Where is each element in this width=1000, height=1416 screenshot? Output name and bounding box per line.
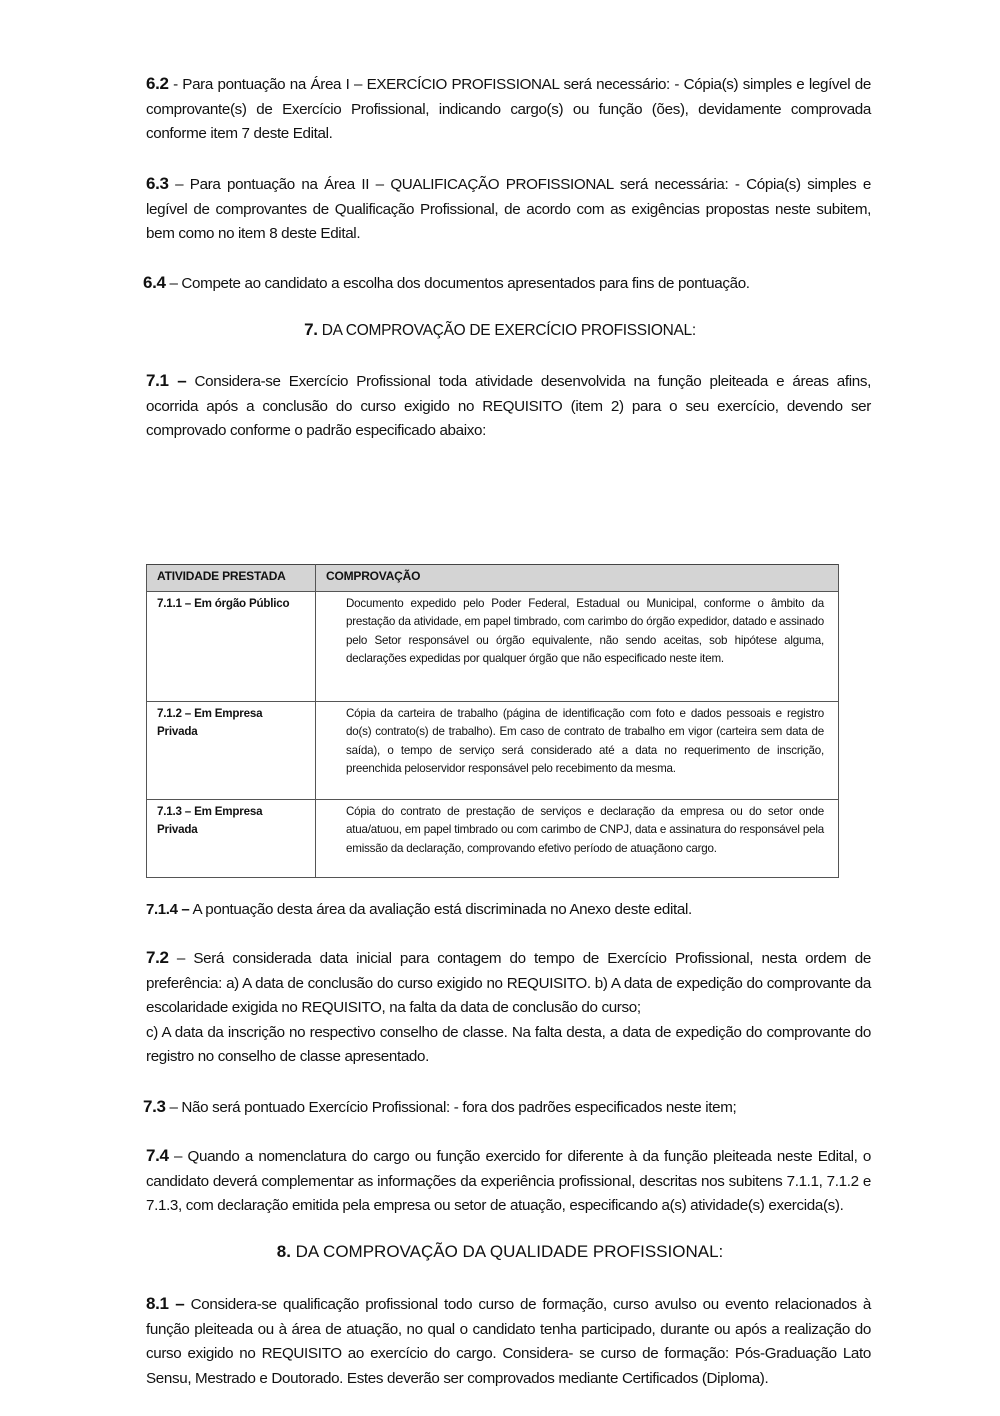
paragraph-text-continuation: c) A data da inscrição no respectivo conselho de classe. Na falta desta, a data de expedição do comprovante do registro no conselho de classe apresentado.	[146, 1023, 871, 1065]
paragraph-text: Considera-se Exercício Profissional toda atividade desenvolvida na função pleiteada e áreas afins, ocorrida após a conclusão do curso exigido no REQUISITO (item 2) para o seu exercício, devendo ser comprovado conforme o padrão especificado abaixo:	[146, 373, 872, 439]
paragraph-text: - Para pontuação na Área I – EXERCÍCIO PROFISSIONAL será necessário: - Cópia(s) simples e legível de comprovante(s) de Exercício Profissional, indicando cargo(s) ou função (ões), devidamente comprovada conforme item 7 deste Edital.	[146, 76, 871, 142]
paragraph-text: – Será considerada data inicial para contagem do tempo de Exercício Profissional, nesta ordem de preferência: a) A data de conclusão do curso exigido no REQUISITO. b) A data de expedição do comprovante da escolaridade exigida no REQUISITO, na falta da data de conclusão do curso;	[146, 950, 871, 1016]
heading-text: DA COMPROVAÇÃO DE EXERCÍCIO PROFISSIONAL:	[317, 322, 696, 339]
item-number: 6.3	[146, 174, 169, 193]
proof-cell: Cópia do contrato de prestação de serviços e declaração da empresa ou do setor onde atua/atuou, em papel timbrado ou com carimbo de CNPJ, data e assinatura do responsável pela emissão da declaração, comprovando efetivo período de atuaçãono cargo.	[316, 800, 839, 878]
proof-cell: Cópia da carteira de trabalho (página de identificação com foto e dados pessoais e registro do(s) contrato(s) de trabalho). Em caso de contrato de trabalho em vigor (carteira sem data de saída), o tempo de serviço será considerado até a data no requerimento de inscrição, preenchida peloservidor responsável pelo recebimento da mesma.	[316, 702, 839, 800]
paragraph-8-1	[146, 1292, 871, 1391]
paragraph-text: – Quando a nomenclatura do cargo ou função exercido for diferente à da função pleiteada neste Edital, o candidato deverá complementar as informações da experiência profissional, descritas nos subitens 7.1.1, 7.1.2 e 7.1.3, com declaração emitida pela empresa ou setor de atuação, especificando a(s) atividade(s) exercida(s).	[146, 1148, 871, 1214]
heading-number: 7.	[304, 320, 318, 339]
section-heading-7	[0, 320, 1000, 340]
paragraph-7-1-4	[146, 898, 871, 923]
item-number: 7.1 –	[146, 371, 187, 390]
item-number: 7.2	[146, 948, 169, 967]
item-number: 8.1 –	[146, 1294, 185, 1313]
heading-number: 8.	[276, 1242, 291, 1261]
paragraph-text: Considera-se qualificação profissional todo curso de formação, curso avulso ou evento relacionados à função pleiteada ou à área de atuação, no qual o candidato tenha participado, durante ou após a realização do curso exigido no REQUISITO ao exercício do cargo. Considera- se curso de formação: Pós-Graduação Lato Sensu, Mestrado e Doutorado. Estes deverão ser comprovados mediante Certificados (Diploma).	[146, 1296, 872, 1387]
proof-table	[146, 564, 839, 878]
paragraph-text: – Compete ao candidato a escolha dos documentos apresentados para fins de pontuação.	[165, 275, 750, 292]
paragraph-6-2	[146, 72, 871, 147]
paragraph-7-2	[146, 946, 871, 1070]
activity-cell: 7.1.3 – Em Empresa Privada	[147, 800, 316, 878]
section-heading-8	[0, 1242, 1000, 1262]
paragraph-text: – Para pontuação na Área II – QUALIFICAÇÃO PROFISSIONAL será necessária: - Cópia(s) simples e legível de comprovantes de Qualificação Profissional, de acordo com as exigências propostas neste subitem, bem como no item 8 deste Edital.	[146, 176, 871, 242]
table-row	[147, 702, 839, 800]
table-row	[147, 592, 839, 702]
table-row	[147, 800, 839, 878]
activity-cell: 7.1.1 – Em órgão Público	[147, 592, 316, 702]
column-header-proof: COMPROVAÇÃO	[316, 565, 839, 592]
proof-cell: Documento expedido pelo Poder Federal, Estadual ou Municipal, conforme o âmbito da prestação da atividade, em papel timbrado, com carimbo do órgão expedidor, datado e assinado pelo Setor responsável ou órgão equivalente, não sendo aceitas, sob hipótese alguma, declarações expedidas por qualquer órgão que não especificado neste item.	[316, 592, 839, 702]
paragraph-7-1	[146, 369, 871, 444]
item-number: 7.3	[143, 1097, 166, 1116]
item-number: 6.2	[146, 74, 169, 93]
paragraph-text: – Não será pontuado Exercício Profissional: - fora dos padrões especificados neste item;	[165, 1099, 737, 1116]
paragraph-7-3	[143, 1095, 868, 1121]
paragraph-6-3	[146, 172, 871, 247]
paragraph-7-4	[146, 1144, 871, 1219]
heading-text: DA COMPROVAÇÃO DA QUALIDADE PROFISSIONAL:	[290, 1242, 724, 1261]
item-number: 7.4	[146, 1146, 169, 1165]
paragraph-6-4	[143, 271, 868, 297]
paragraph-text: A pontuação desta área da avaliação está discriminada no Anexo deste edital.	[189, 901, 692, 918]
item-number: 7.1.4 –	[146, 901, 190, 918]
column-header-activity: ATIVIDADE PRESTADA	[147, 565, 316, 592]
activity-cell: 7.1.2 – Em Empresa Privada	[147, 702, 316, 800]
item-number: 6.4	[143, 273, 166, 292]
